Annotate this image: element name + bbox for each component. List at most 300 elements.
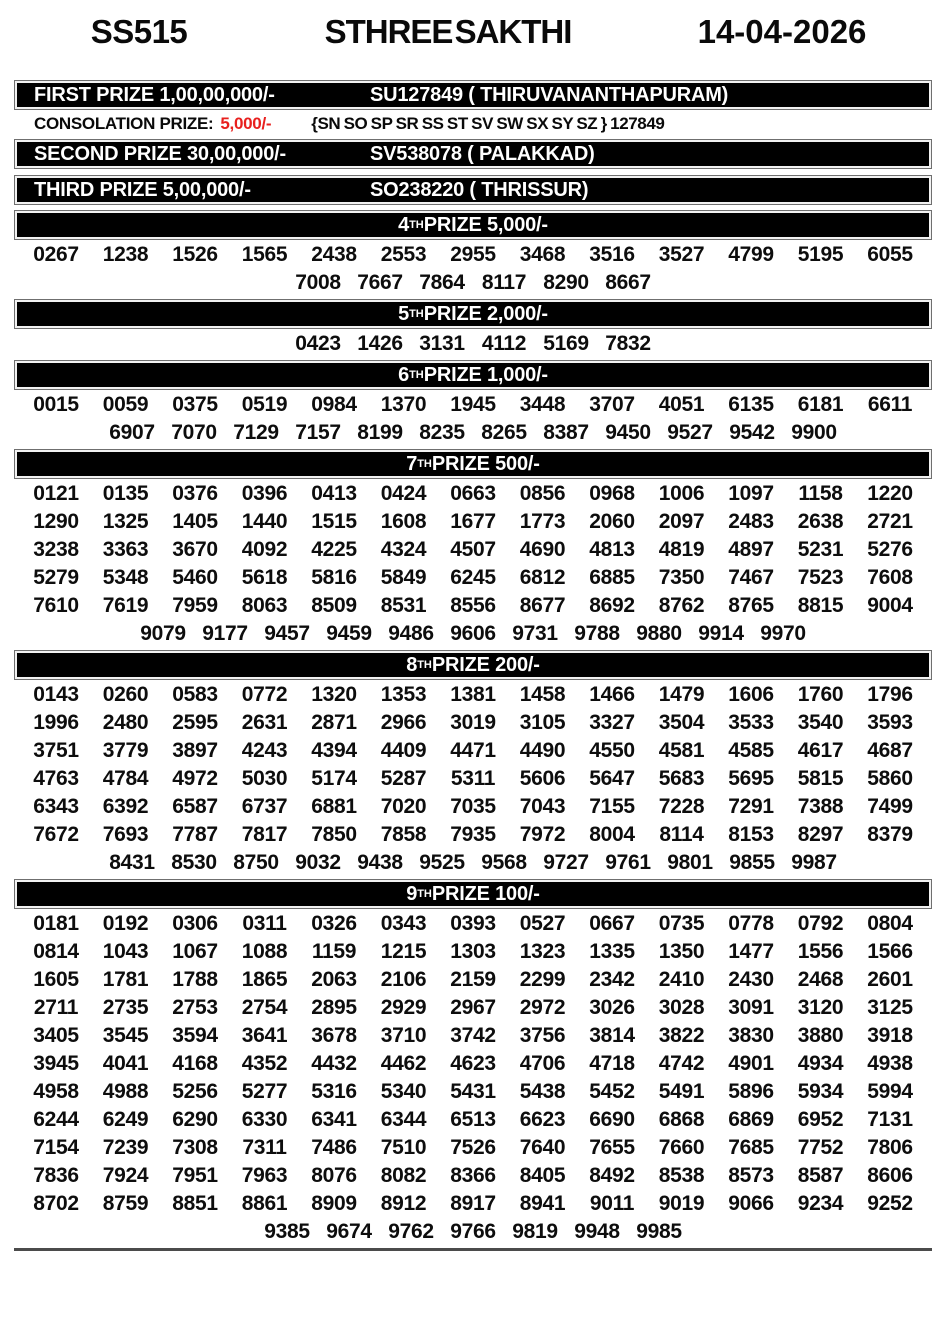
prize-number: 9234 (797, 1192, 844, 1215)
prize-number: 0772 (241, 683, 288, 706)
prize-number: 8851 (172, 1192, 218, 1215)
prize-number: 9019 (658, 1192, 705, 1215)
prize-number: 5460 (172, 566, 218, 589)
prize-number: 0059 (102, 393, 149, 416)
prize-number: 4623 (450, 1052, 496, 1075)
prize-number: 6513 (450, 1108, 496, 1131)
prize-number: 2966 (380, 711, 427, 734)
prize-number: 1677 (450, 510, 496, 533)
prize-number-row (14, 1050, 932, 1078)
prize-number: 3545 (102, 1024, 149, 1047)
prize-number: 7817 (241, 823, 288, 846)
prize-number: 9788 (574, 622, 620, 645)
lottery-title: STHREE SAKTHI (324, 13, 572, 50)
prize-number: 1556 (797, 940, 844, 963)
prize-number: 5491 (658, 1080, 705, 1103)
prize-number: 8917 (450, 1192, 496, 1215)
prize-number: 5695 (728, 767, 774, 790)
prize-number: 9079 (140, 622, 186, 645)
prize-number-row (14, 620, 932, 648)
prize-number: 9459 (326, 622, 372, 645)
prize-number: 3678 (311, 1024, 357, 1047)
prize-number: 4687 (867, 739, 913, 762)
prize-number: 3593 (867, 711, 913, 734)
prize-number: 4550 (589, 739, 635, 762)
prize-number: 8004 (589, 823, 635, 846)
prize-number: 1458 (519, 683, 566, 706)
prize-number: 0311 (242, 912, 287, 935)
prize-number: 0984 (311, 393, 357, 416)
first-prize-winner: SU127849 ( THIRUVANANTHAPURAM) (370, 83, 729, 106)
prize-number-row (14, 910, 932, 938)
prize-number: 2711 (33, 996, 79, 1019)
prize-number: 8153 (728, 823, 774, 846)
prize-number: 8366 (450, 1164, 496, 1187)
prize-number: 2097 (658, 510, 705, 533)
prize-number: 3670 (172, 538, 218, 561)
prize-number: 9970 (760, 622, 806, 645)
prize-number: 4819 (658, 538, 705, 561)
prize-number-row (14, 1134, 932, 1162)
prize-number: 9761 (605, 851, 651, 874)
prize-number-row (14, 681, 932, 709)
prize-number: 4972 (172, 767, 218, 790)
third-prize-winner: SO238220 ( THRISSUR) (370, 178, 589, 201)
prize-number-row (14, 564, 932, 592)
prize-section-title-7th: 7 TH PRIZE 500/- (14, 449, 932, 479)
prize-number-row (14, 508, 932, 536)
prize-number: 9066 (728, 1192, 774, 1215)
prize-number: 2871 (311, 711, 357, 734)
prize-number-row (14, 737, 932, 765)
prize-number: 7035 (450, 795, 496, 818)
prize-number: 7935 (450, 823, 496, 846)
prize-number: 0181 (33, 912, 79, 935)
prize-number: 3527 (658, 243, 705, 266)
prize-number: 0376 (172, 482, 218, 505)
prize-number: 7640 (519, 1136, 566, 1159)
prize-number-row (14, 1078, 932, 1106)
prize-number: 3641 (241, 1024, 288, 1047)
prize-number: 7510 (380, 1136, 427, 1159)
prize-number: 7154 (33, 1136, 79, 1159)
prize-number: 5849 (380, 566, 427, 589)
prize-section-title-4th: 4 TH PRIZE 5,000/- (14, 210, 932, 240)
prize-number: 6885 (589, 566, 635, 589)
prize-number: 0792 (797, 912, 844, 935)
prize-number: 2468 (797, 968, 844, 991)
prize-number: 6690 (589, 1108, 635, 1131)
prize-number: 1605 (33, 968, 79, 991)
prize-number: 1290 (33, 510, 79, 533)
prize-number: 5994 (867, 1080, 913, 1103)
prize-number: 9900 (791, 421, 837, 444)
prize-number: 0326 (311, 912, 357, 935)
prize-number-row (14, 592, 932, 620)
prize-number-row (14, 1218, 932, 1246)
prize-number: 4324 (380, 538, 427, 561)
prize-number: 8531 (380, 594, 427, 617)
prize-number: 3120 (797, 996, 844, 1019)
prize-number: 4394 (311, 739, 357, 762)
prize-number: 9004 (867, 594, 913, 617)
prize-number: 1238 (102, 243, 149, 266)
prize-number: 2483 (728, 510, 774, 533)
second-prize-label: SECOND PRIZE 30,00,000/- (34, 142, 286, 165)
prize-number: 1323 (519, 940, 566, 963)
prize-number: 1097 (728, 482, 774, 505)
prize-number: 7693 (102, 823, 149, 846)
prize-number: 5279 (33, 566, 79, 589)
prize-number: 5231 (797, 538, 844, 561)
prize-number: 0667 (589, 912, 635, 935)
prize-number: 0143 (33, 683, 79, 706)
prize-number: 1865 (241, 968, 288, 991)
prize-number: 3028 (658, 996, 705, 1019)
prize-number: 1996 (33, 711, 79, 734)
prize-number: 6623 (519, 1108, 566, 1131)
prize-number: 3468 (519, 243, 566, 266)
prize-number: 8063 (241, 594, 288, 617)
prize-number: 1335 (589, 940, 635, 963)
prize-number: 0735 (658, 912, 705, 935)
second-prize-winner: SV538078 ( PALAKKAD) (370, 142, 595, 165)
prize-number: 7832 (605, 332, 651, 355)
prize-number: 6587 (172, 795, 218, 818)
prize-number: 8405 (519, 1164, 566, 1187)
prize-number-row (14, 793, 932, 821)
prize-number: 1159 (311, 940, 357, 963)
prize-number: 4581 (658, 739, 705, 762)
prize-number: 8759 (102, 1192, 149, 1215)
prize-number: 3405 (33, 1024, 79, 1047)
prize-number: 2972 (519, 996, 566, 1019)
prize-number: 9606 (450, 622, 496, 645)
prize-number: 2553 (380, 243, 427, 266)
prize-number: 4490 (519, 739, 566, 762)
prize-number: 2480 (102, 711, 149, 734)
prize-number: 5438 (519, 1080, 566, 1103)
prize-number: 8912 (380, 1192, 427, 1215)
prize-number: 3533 (728, 711, 774, 734)
prize-number: 2895 (311, 996, 357, 1019)
prize-number: 5816 (311, 566, 357, 589)
prize-number: 4934 (797, 1052, 844, 1075)
prize-number: 8076 (311, 1164, 357, 1187)
prize-number: 9766 (450, 1220, 496, 1243)
prize-number: 1526 (172, 243, 218, 266)
prize-number: 4617 (797, 739, 844, 762)
prize-number: 3751 (33, 739, 79, 762)
prize-number: 7924 (102, 1164, 149, 1187)
prize-number: 9252 (867, 1192, 913, 1215)
prize-number: 9527 (667, 421, 713, 444)
prize-number: 1220 (867, 482, 913, 505)
prize-number: 1303 (450, 940, 496, 963)
prize-number: 7008 (295, 271, 341, 294)
prize-number: 9987 (791, 851, 837, 874)
prize-number: 4092 (241, 538, 288, 561)
prize-number: 6181 (797, 393, 844, 416)
prize-number: 1760 (797, 683, 844, 706)
prize-number: 7523 (797, 566, 844, 589)
prize-number: 1067 (172, 940, 218, 963)
prize-section-8th (14, 650, 932, 877)
prize-number: 8606 (867, 1164, 913, 1187)
prize-number: 4225 (311, 538, 357, 561)
prize-number: 4784 (102, 767, 149, 790)
prize-number: 3131 (419, 332, 465, 355)
prize-number: 9542 (729, 421, 775, 444)
prize-number: 0527 (519, 912, 566, 935)
prize-sections-container (14, 210, 932, 1246)
prize-number: 5287 (380, 767, 427, 790)
prize-number: 7311 (242, 1136, 287, 1159)
prize-number: 5169 (543, 332, 589, 355)
bottom-divider (14, 1248, 932, 1251)
prize-section-title-6th: 6 TH PRIZE 1,000/- (14, 360, 932, 390)
prize-number: 1796 (867, 683, 913, 706)
prize-number: 9032 (295, 851, 341, 874)
prize-number: 1088 (241, 940, 288, 963)
prize-number: 7858 (380, 823, 427, 846)
third-prize-label: THIRD PRIZE 5,00,000/- (34, 178, 251, 201)
prize-number: 5683 (658, 767, 705, 790)
prize-number: 2159 (450, 968, 496, 991)
prize-number: 4742 (658, 1052, 705, 1075)
prize-section-6th (14, 360, 932, 447)
prize-number-row (14, 269, 932, 297)
prize-number: 3504 (658, 711, 705, 734)
prize-section-title-8th: 8 TH PRIZE 200/- (14, 650, 932, 680)
prize-number-row (14, 480, 932, 508)
prize-number: 2955 (450, 243, 496, 266)
prize-number: 9727 (543, 851, 589, 874)
prize-number: 0396 (241, 482, 288, 505)
prize-number: 7043 (519, 795, 566, 818)
prize-number-row (14, 765, 932, 793)
prize-number: 6737 (241, 795, 288, 818)
prize-number: 0804 (867, 912, 913, 935)
prize-number: 3822 (658, 1024, 705, 1047)
prize-number: 3105 (519, 711, 566, 734)
prize-number: 1405 (172, 510, 218, 533)
prize-number: 0015 (33, 393, 79, 416)
prize-number: 7070 (171, 421, 217, 444)
prize-number: 2430 (728, 968, 774, 991)
prize-number: 0583 (172, 683, 218, 706)
prize-number: 6245 (450, 566, 496, 589)
prize-number: 3918 (867, 1024, 913, 1047)
prize-number: 6055 (867, 243, 913, 266)
prize-number: 1370 (380, 393, 427, 416)
prize-number: 4471 (450, 739, 496, 762)
prize-number: 1320 (311, 683, 357, 706)
prize-number: 6330 (241, 1108, 288, 1131)
prize-number: 9880 (636, 622, 682, 645)
prize-number: 2063 (311, 968, 357, 991)
prize-number: 8692 (589, 594, 635, 617)
prize-number: 1466 (589, 683, 635, 706)
prize-number: 7155 (589, 795, 635, 818)
prize-number: 8941 (519, 1192, 566, 1215)
prize-number: 0260 (102, 683, 149, 706)
prize-number: 7526 (450, 1136, 496, 1159)
prize-number: 7806 (867, 1136, 913, 1159)
prize-section-9th (14, 879, 932, 1246)
prize-number: 1515 (311, 510, 357, 533)
prize-number: 3594 (172, 1024, 218, 1047)
prize-number: 4507 (450, 538, 496, 561)
prize-number: 3327 (589, 711, 635, 734)
prize-number: 8762 (658, 594, 705, 617)
prize-number: 3742 (450, 1024, 496, 1047)
prize-number: 8431 (109, 851, 155, 874)
prize-number: 1006 (658, 482, 705, 505)
prize-number: 9985 (636, 1220, 682, 1243)
prize-number-row (14, 241, 932, 269)
prize-number: 7350 (658, 566, 705, 589)
prize-number: 9457 (264, 622, 310, 645)
prize-number-row (14, 709, 932, 737)
page-header (14, 10, 932, 54)
prize-number: 2438 (311, 243, 357, 266)
first-prize-label: FIRST PRIZE 1,00,00,000/- (34, 83, 275, 106)
prize-number: 8509 (311, 594, 357, 617)
prize-number: 1773 (519, 510, 566, 533)
prize-number: 1479 (658, 683, 705, 706)
prize-number-row (14, 391, 932, 419)
prize-number: 0192 (102, 912, 149, 935)
prize-number: 7959 (172, 594, 218, 617)
prize-number: 7308 (172, 1136, 218, 1159)
prize-number: 8909 (311, 1192, 357, 1215)
prize-number: 0343 (380, 912, 427, 935)
prize-number-row (14, 966, 932, 994)
prize-number: 1606 (728, 683, 774, 706)
prize-number: 2929 (380, 996, 427, 1019)
prize-number: 5606 (519, 767, 566, 790)
prize-number: 7836 (33, 1164, 79, 1187)
prize-number: 6341 (311, 1108, 357, 1131)
prize-number: 5934 (797, 1080, 844, 1103)
prize-number: 6135 (728, 393, 774, 416)
prize-number: 2342 (589, 968, 635, 991)
prize-number: 1381 (450, 683, 496, 706)
prize-number: 5277 (241, 1080, 288, 1103)
prize-number: 8114 (659, 823, 704, 846)
prize-number: 3710 (380, 1024, 427, 1047)
prize-number: 8861 (241, 1192, 288, 1215)
prize-number: 9450 (605, 421, 651, 444)
prize-number: 7228 (658, 795, 705, 818)
prize-number: 1565 (241, 243, 288, 266)
prize-number: 2631 (241, 711, 288, 734)
prize-number: 8387 (543, 421, 589, 444)
prize-number-row (14, 330, 932, 358)
prize-number: 0424 (380, 482, 427, 505)
prize-number: 6869 (728, 1108, 774, 1131)
prize-number: 7864 (419, 271, 465, 294)
prize-number: 5340 (380, 1080, 427, 1103)
prize-number: 4462 (380, 1052, 427, 1075)
prize-number: 8538 (658, 1164, 705, 1187)
prize-number: 3756 (519, 1024, 566, 1047)
prize-number-row (14, 938, 932, 966)
prize-number: 1353 (380, 683, 427, 706)
prize-number: 1215 (380, 940, 427, 963)
prize-number: 0663 (450, 482, 496, 505)
prize-number: 2060 (589, 510, 635, 533)
prize-number: 7486 (311, 1136, 357, 1159)
prize-number: 5174 (311, 767, 357, 790)
prize-number: 7608 (867, 566, 913, 589)
prize-number: 5860 (867, 767, 913, 790)
prize-number: 4901 (728, 1052, 774, 1075)
consolation-amount: 5,000/- (220, 114, 272, 133)
prize-number: 4763 (33, 767, 79, 790)
prize-number: 8587 (797, 1164, 844, 1187)
prize-number: 9731 (512, 622, 558, 645)
prize-number: 6343 (33, 795, 79, 818)
prize-number: 3125 (867, 996, 913, 1019)
prize-number: 6344 (380, 1108, 427, 1131)
prize-number: 7467 (728, 566, 774, 589)
prize-number: 0135 (102, 482, 149, 505)
prize-number: 5815 (797, 767, 844, 790)
prize-number: 5896 (728, 1080, 774, 1103)
third-prize-bar (14, 175, 932, 205)
second-prize-bar (14, 139, 932, 169)
prize-number: 2754 (241, 996, 288, 1019)
prize-number: 4706 (519, 1052, 566, 1075)
prize-number: 0393 (450, 912, 496, 935)
prize-number: 4690 (519, 538, 566, 561)
prize-number: 3945 (33, 1052, 79, 1075)
prize-number: 8815 (797, 594, 844, 617)
prize-number: 2299 (519, 968, 566, 991)
prize-number: 4897 (728, 538, 774, 561)
prize-number: 9486 (388, 622, 434, 645)
prize-number: 3880 (797, 1024, 844, 1047)
prize-number-row (14, 821, 932, 849)
prize-number: 2595 (172, 711, 218, 734)
prize-number: 7672 (33, 823, 79, 846)
prize-number: 9438 (357, 851, 403, 874)
prize-number: 7020 (380, 795, 427, 818)
prize-number: 3779 (102, 739, 149, 762)
prize-number: 7131 (867, 1108, 913, 1131)
prize-number: 7850 (311, 823, 357, 846)
prize-number: 4988 (102, 1080, 149, 1103)
prize-number: 1781 (102, 968, 149, 991)
first-prize-bar (14, 80, 932, 110)
prize-number-row (14, 536, 932, 564)
prize-number: 2967 (450, 996, 496, 1019)
prize-number: 8750 (233, 851, 279, 874)
prize-number: 6812 (519, 566, 566, 589)
prize-number: 5195 (797, 243, 844, 266)
prize-number: 1440 (241, 510, 288, 533)
prize-number: 5431 (450, 1080, 496, 1103)
prize-number: 7752 (797, 1136, 844, 1159)
prize-number: 5030 (241, 767, 288, 790)
prize-section-title-5th: 5 TH PRIZE 2,000/- (14, 299, 932, 329)
prize-number: 4352 (241, 1052, 288, 1075)
prize-number: 8082 (380, 1164, 427, 1187)
prize-number: 7157 (295, 421, 341, 444)
prize-number: 3448 (519, 393, 566, 416)
